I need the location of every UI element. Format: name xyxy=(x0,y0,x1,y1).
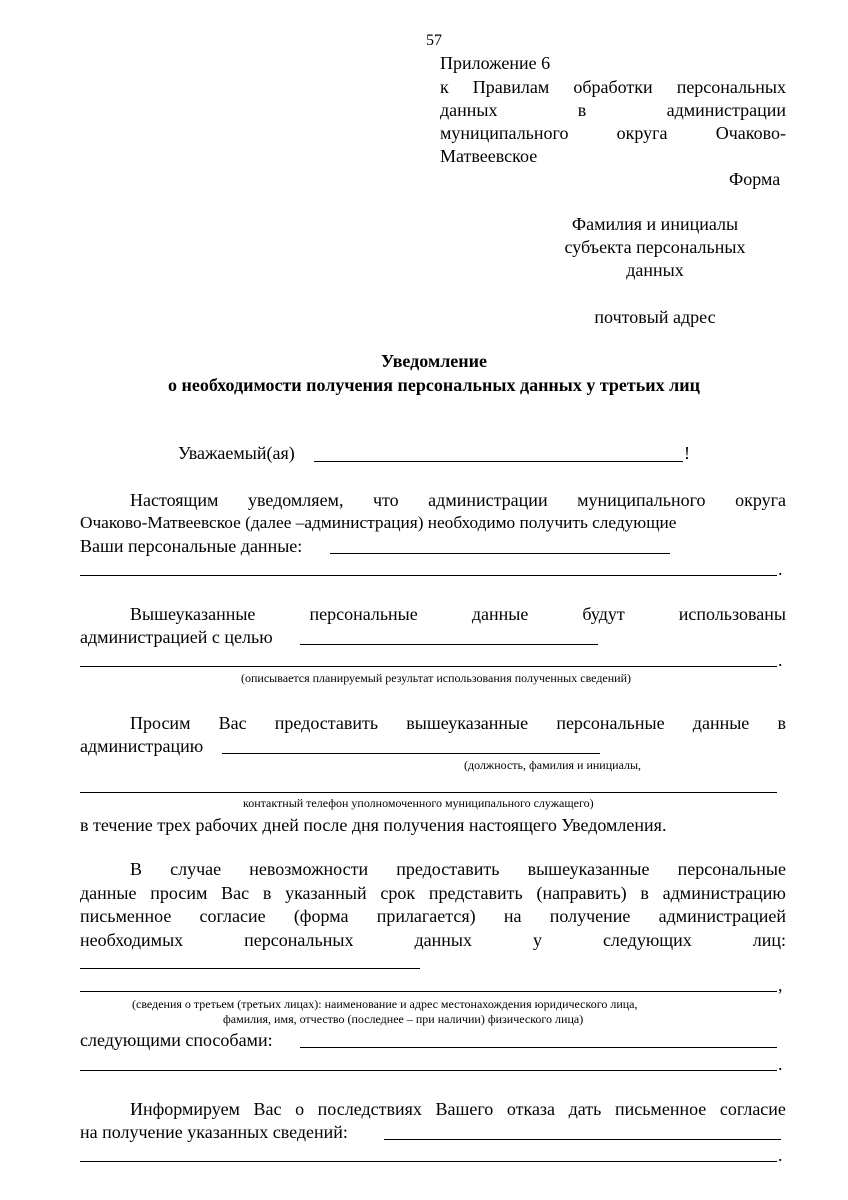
word: Вышеуказанные xyxy=(130,604,256,624)
word: вышеуказанные xyxy=(406,713,529,733)
methods-label: следующими способами: xyxy=(80,1030,273,1050)
appendix-title: Приложение 6 xyxy=(440,53,551,73)
para1-line-1 xyxy=(130,489,786,511)
word: муниципального xyxy=(440,123,569,143)
appendix-line-2 xyxy=(440,99,786,121)
word: будут xyxy=(582,604,625,624)
word: администрации xyxy=(428,490,548,510)
para3-line-2: администрацию xyxy=(80,736,204,756)
appendix-line-3 xyxy=(440,122,786,144)
recipient-name-label-2: субъекта персональных xyxy=(564,237,746,257)
third-party-note-2: фамилия, имя, отчество (последнее – при наличии) физического лица) xyxy=(223,1012,584,1026)
personal-data-field[interactable] xyxy=(330,553,670,554)
word: предоставить xyxy=(396,859,500,879)
para2-line-1 xyxy=(130,603,786,625)
word: в xyxy=(640,883,649,903)
word: данных xyxy=(414,930,472,950)
word: согласие xyxy=(199,906,266,926)
word: администрацией xyxy=(658,906,786,926)
word: Вас xyxy=(221,883,250,903)
third-party-field[interactable] xyxy=(80,968,420,969)
word: согласие xyxy=(719,1099,786,1119)
purpose-field[interactable] xyxy=(300,644,598,645)
consequences-field-2[interactable] xyxy=(80,1161,777,1162)
word: Просим xyxy=(130,713,191,733)
word: последствиях xyxy=(317,1099,422,1119)
purpose-field-2[interactable] xyxy=(80,666,777,667)
document-subtitle: о необходимости получения персональных данных у третьих лиц xyxy=(168,375,700,395)
word: персональных xyxy=(244,930,354,950)
word: в xyxy=(577,100,587,120)
word: персональные xyxy=(309,604,418,624)
word: письменное xyxy=(614,1099,707,1119)
word: Вашего xyxy=(435,1099,494,1119)
para1-line-3: Ваши персональные данные: xyxy=(80,536,303,556)
word: Очаково- xyxy=(715,123,786,143)
word: к xyxy=(440,77,449,97)
word: Настоящим xyxy=(130,490,219,510)
word: использованы xyxy=(678,604,786,624)
appendix-line-1 xyxy=(440,76,786,98)
para4-end: . xyxy=(778,1054,783,1074)
third-party-field-2[interactable] xyxy=(80,991,777,992)
word: дать xyxy=(568,1099,602,1119)
word: указанный xyxy=(285,883,367,903)
postal-address-label: почтовый адрес xyxy=(594,307,716,327)
word: письменное xyxy=(80,906,172,926)
official-field[interactable] xyxy=(222,753,600,754)
recipient-name-label: Фамилия и инициалы xyxy=(571,214,739,234)
consequences-field[interactable] xyxy=(384,1139,781,1140)
official-note-2: контактный телефон уполномоченного муниципального служащего) xyxy=(243,796,594,810)
word: случае xyxy=(170,859,222,879)
para4-line-3 xyxy=(80,905,786,927)
word: Вас xyxy=(218,713,247,733)
word: администрацию xyxy=(662,883,786,903)
recipient-name-label-3: данных xyxy=(626,260,684,280)
word: необходимых xyxy=(80,930,184,950)
para4-comma: , xyxy=(778,975,783,995)
word: срок xyxy=(380,883,416,903)
para4-line-4 xyxy=(80,929,786,951)
para5-end: . xyxy=(778,1145,783,1165)
word: данные xyxy=(471,604,529,624)
para5-line-2: на получение указанных сведений: xyxy=(80,1122,348,1142)
word: администрации xyxy=(666,100,786,120)
word: округа xyxy=(616,123,668,143)
word: данные xyxy=(80,883,137,903)
word: о xyxy=(295,1099,305,1119)
word: прилагается) xyxy=(376,906,476,926)
word: что xyxy=(372,490,399,510)
methods-field-2[interactable] xyxy=(80,1070,777,1071)
para3-line-1 xyxy=(130,712,786,734)
word: данных xyxy=(440,100,498,120)
purpose-note: (описывается планируемый результат использования полученных сведений) xyxy=(241,671,632,685)
document-title: Уведомление xyxy=(380,351,488,371)
page-number: 57 xyxy=(426,32,442,49)
word: вышеуказанные xyxy=(527,859,650,879)
official-field-2[interactable] xyxy=(80,792,777,793)
para2-end: . xyxy=(778,650,783,670)
word: следующих xyxy=(602,930,692,950)
word: данные xyxy=(692,713,750,733)
word: просим xyxy=(150,883,208,903)
para1-line-2: Очаково-Матвеевское (далее –администрация) необходимо получить следующие xyxy=(80,513,677,532)
word: в xyxy=(262,883,272,903)
word: отказа xyxy=(506,1099,556,1119)
word: в xyxy=(777,713,786,733)
word: обработки xyxy=(573,77,653,97)
word: Вас xyxy=(253,1099,282,1119)
para2-line-2: администрацией с целью xyxy=(80,627,273,647)
greeting-prefix: Уважаемый(ая) xyxy=(178,443,295,463)
personal-data-field-2[interactable] xyxy=(80,575,777,576)
word: (направить) xyxy=(536,883,627,903)
addressee-field[interactable] xyxy=(314,461,683,462)
word: муниципального xyxy=(577,490,706,510)
official-note-1: (должность, фамилия и инициалы, xyxy=(464,758,642,772)
word: получение xyxy=(549,906,631,926)
para5-line-1 xyxy=(130,1098,786,1120)
para4-line-2 xyxy=(80,882,786,904)
third-party-note-1: (сведения о третьем (третьих лицах): наименование и адрес местонахождения юридического лица, xyxy=(132,997,638,1011)
word: (форма xyxy=(293,906,349,926)
greeting-suffix: ! xyxy=(684,443,690,463)
word: Правилам xyxy=(472,77,550,97)
word: персональные xyxy=(556,713,665,733)
para1-end: . xyxy=(778,559,783,579)
methods-field[interactable] xyxy=(300,1047,777,1048)
word: у xyxy=(532,930,542,950)
word: представить xyxy=(428,883,523,903)
word: невозможности xyxy=(249,859,369,879)
word: В xyxy=(130,859,143,879)
form-label: Форма xyxy=(729,169,781,189)
para4-line-1 xyxy=(130,858,786,880)
appendix-line-4: Матвеевское xyxy=(440,146,538,166)
para3-line-3: в течение трех рабочих дней после дня получения настоящего Уведомления. xyxy=(80,815,667,835)
word: Информируем xyxy=(130,1099,240,1119)
word: предоставить xyxy=(274,713,379,733)
word: лиц: xyxy=(752,930,786,950)
word: персональные xyxy=(677,859,786,879)
word: уведомляем, xyxy=(247,490,344,510)
word: персональных xyxy=(676,77,786,97)
word: округа xyxy=(735,490,786,510)
word: на xyxy=(503,906,522,926)
